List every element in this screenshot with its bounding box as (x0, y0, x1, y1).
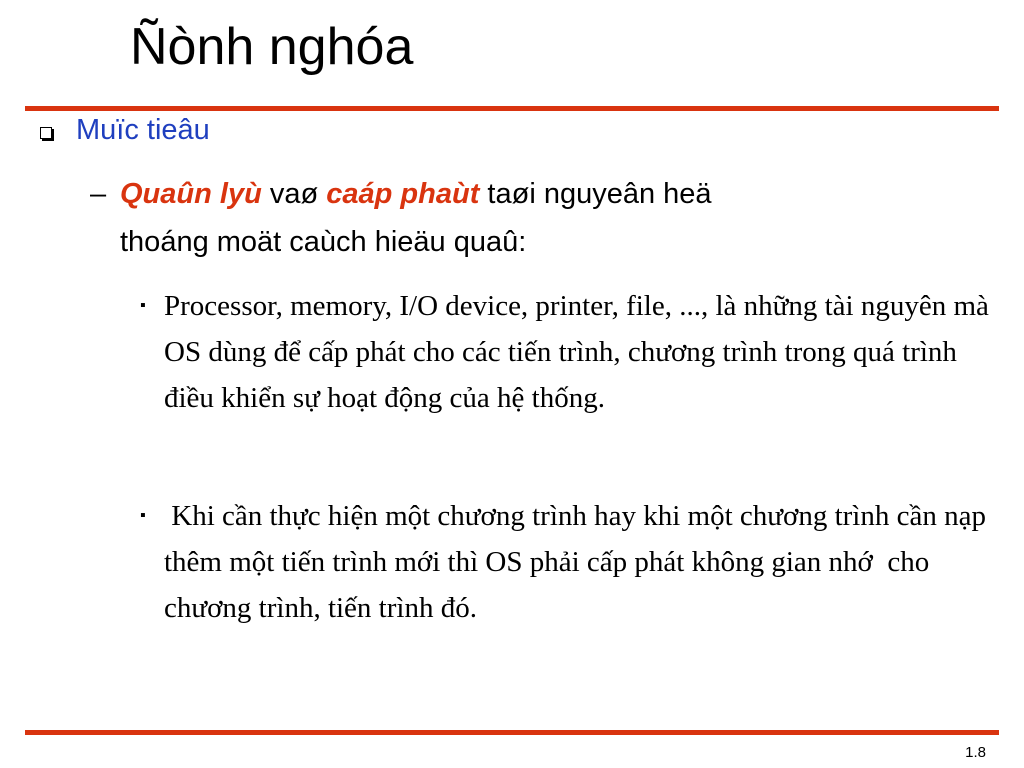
hollow-square-bullet-icon (40, 127, 52, 139)
dash-bullet: – (90, 178, 107, 210)
page-number: 1.8 (965, 744, 986, 761)
emphasis-allocate: caáp phaùt (326, 178, 480, 210)
level3-bullet-1-text: Processor, memory, I/O device, printer, file, ..., là những tài nguyên mà OS dùng để cấp phát cho các tiến trình, chương trình trong quá trình điều khiển sự hoạt động của hệ thống. (164, 290, 989, 414)
level2-line-2: thoáng moät caùch hieäu quaû: (120, 226, 527, 258)
level2-text-rest: taøi nguyeân heä (479, 178, 712, 210)
level3-bullet-2-text: Khi cần thực hiện một chương trình hay khi một chương trình cần nạp thêm một tiến trình mới thì OS phải cấp phát không gian nhớ cho chương trình, tiến trình đó. (164, 500, 994, 624)
level1-item (40, 114, 210, 147)
level2-line-1 (90, 170, 910, 218)
filled-square-bullet-icon: ▪ (140, 507, 146, 524)
level2-item (90, 170, 910, 266)
filled-square-bullet-icon: ▪ (140, 297, 146, 314)
level1-text: Muïc tieâu (76, 114, 210, 146)
level3-bullet-1 (140, 283, 990, 421)
level2-text-conj: vaø (261, 178, 327, 210)
top-divider (25, 106, 999, 111)
level3-bullet-2 (140, 493, 994, 631)
slide-title: Ñònh nghóa (130, 18, 414, 76)
bottom-divider (25, 730, 999, 735)
emphasis-manage: Quaûn lyù (120, 178, 262, 210)
